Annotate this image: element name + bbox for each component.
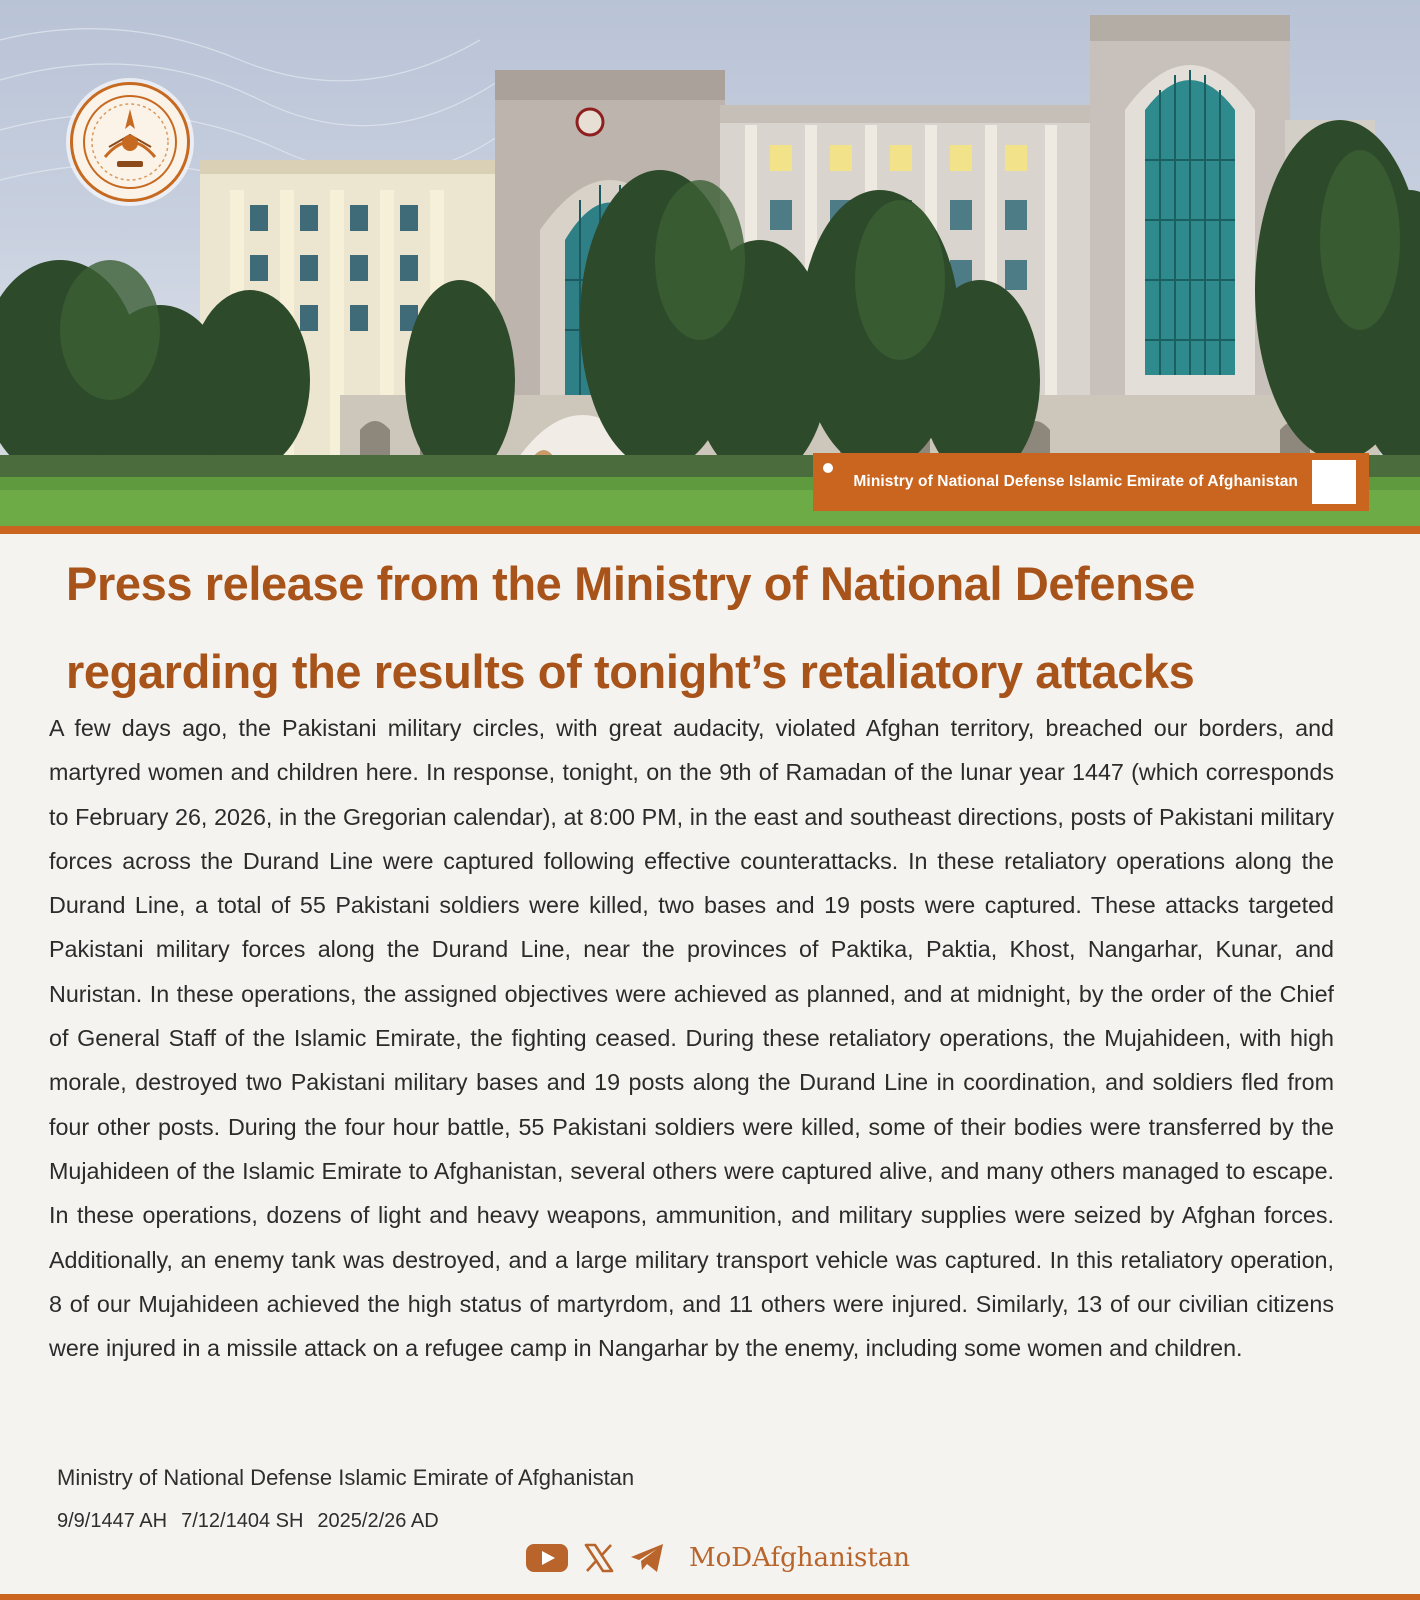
telegram-icon[interactable] xyxy=(629,1542,665,1574)
youtube-icon[interactable] xyxy=(525,1542,569,1574)
date-hijri: 9/9/1447 AH xyxy=(57,1510,168,1532)
ministry-building-illustration xyxy=(0,0,1420,526)
hero-divider xyxy=(0,526,1420,534)
location-banner xyxy=(813,453,1369,511)
headline-line-1: Press release from the Ministry of National Defense xyxy=(66,557,1195,610)
press-release-body: A few days ago, the Pakistani military circles, with great audacity, violated Afghan territory, breached our borders, and martyred women and children here. In response, tonight, on the 9th of Ramadan of the lunar year 1447 (which corresponds to February 26, 2026, in the Gregorian calendar), at 8:00 PM, in the east and southeast directions, posts of Pakistani military forces across the Durand Line were captured following effective counterattacks. In these retaliatory operations along the Durand Line, a total of 55 Pakistani soldiers were killed, two bases and 19 posts were captured. These attacks targeted Pakistani military forces along the Durand Line, near the provinces of Paktika, Paktia, Khost, Nangarhar, Kunar, and Nuristan. In these operations, the assigned objectives were achieved as planned, and at midnight, by the order of the Chief of General Staff of the Islamic Emirate, the fighting ceased. During these retaliatory operations, the Mujahideen, with high morale, destroyed two Pakistani military bases and 19 posts along the Durand Line in coordination, and soldiers fled from four other posts. During the four hour battle, 55 Pakistani soldiers were killed, some of their bodies were transferred by the Mujahideen of the Islamic Emirate to Afghanistan, several others were captured alive, and many others managed to escape. In these operations, dozens of light and heavy weapons, ammunition, and military supplies were seized by Afghan forces. Additionally, an enemy tank was destroyed, and a large military transport vehicle was captured. In this retaliatory operation, 8 of our Mujahideen achieved the high status of martyrdom, and 11 others were injured. Similarly, 13 of our civilian citizens were injured in a missile attack on a refugee camp in Nangarhar by the enemy, including some women and children. xyxy=(49,715,1334,1362)
date-gregorian: 2025/2/26 AD xyxy=(317,1510,439,1532)
date-solar: 7/12/1404 SH xyxy=(181,1510,304,1532)
release-dates xyxy=(57,1510,439,1533)
hero-photo xyxy=(0,0,1420,526)
signature: Ministry of National Defense Islamic Emirate of Afghanistan xyxy=(57,1465,635,1490)
headline-line-2: regarding the results of tonight’s retaliatory attacks xyxy=(66,645,1195,698)
page-title xyxy=(66,540,1376,716)
x-icon[interactable] xyxy=(583,1542,615,1574)
location-pin-icon xyxy=(1312,460,1356,504)
location-banner-text: Ministry of National Defense Islamic Emirate of Afghanistan xyxy=(853,473,1298,490)
social-handle[interactable]: MoDAfghanistan xyxy=(689,1543,911,1573)
footer-divider xyxy=(0,1594,1420,1600)
social-links xyxy=(525,1538,910,1578)
ministry-emblem-icon xyxy=(70,82,190,202)
